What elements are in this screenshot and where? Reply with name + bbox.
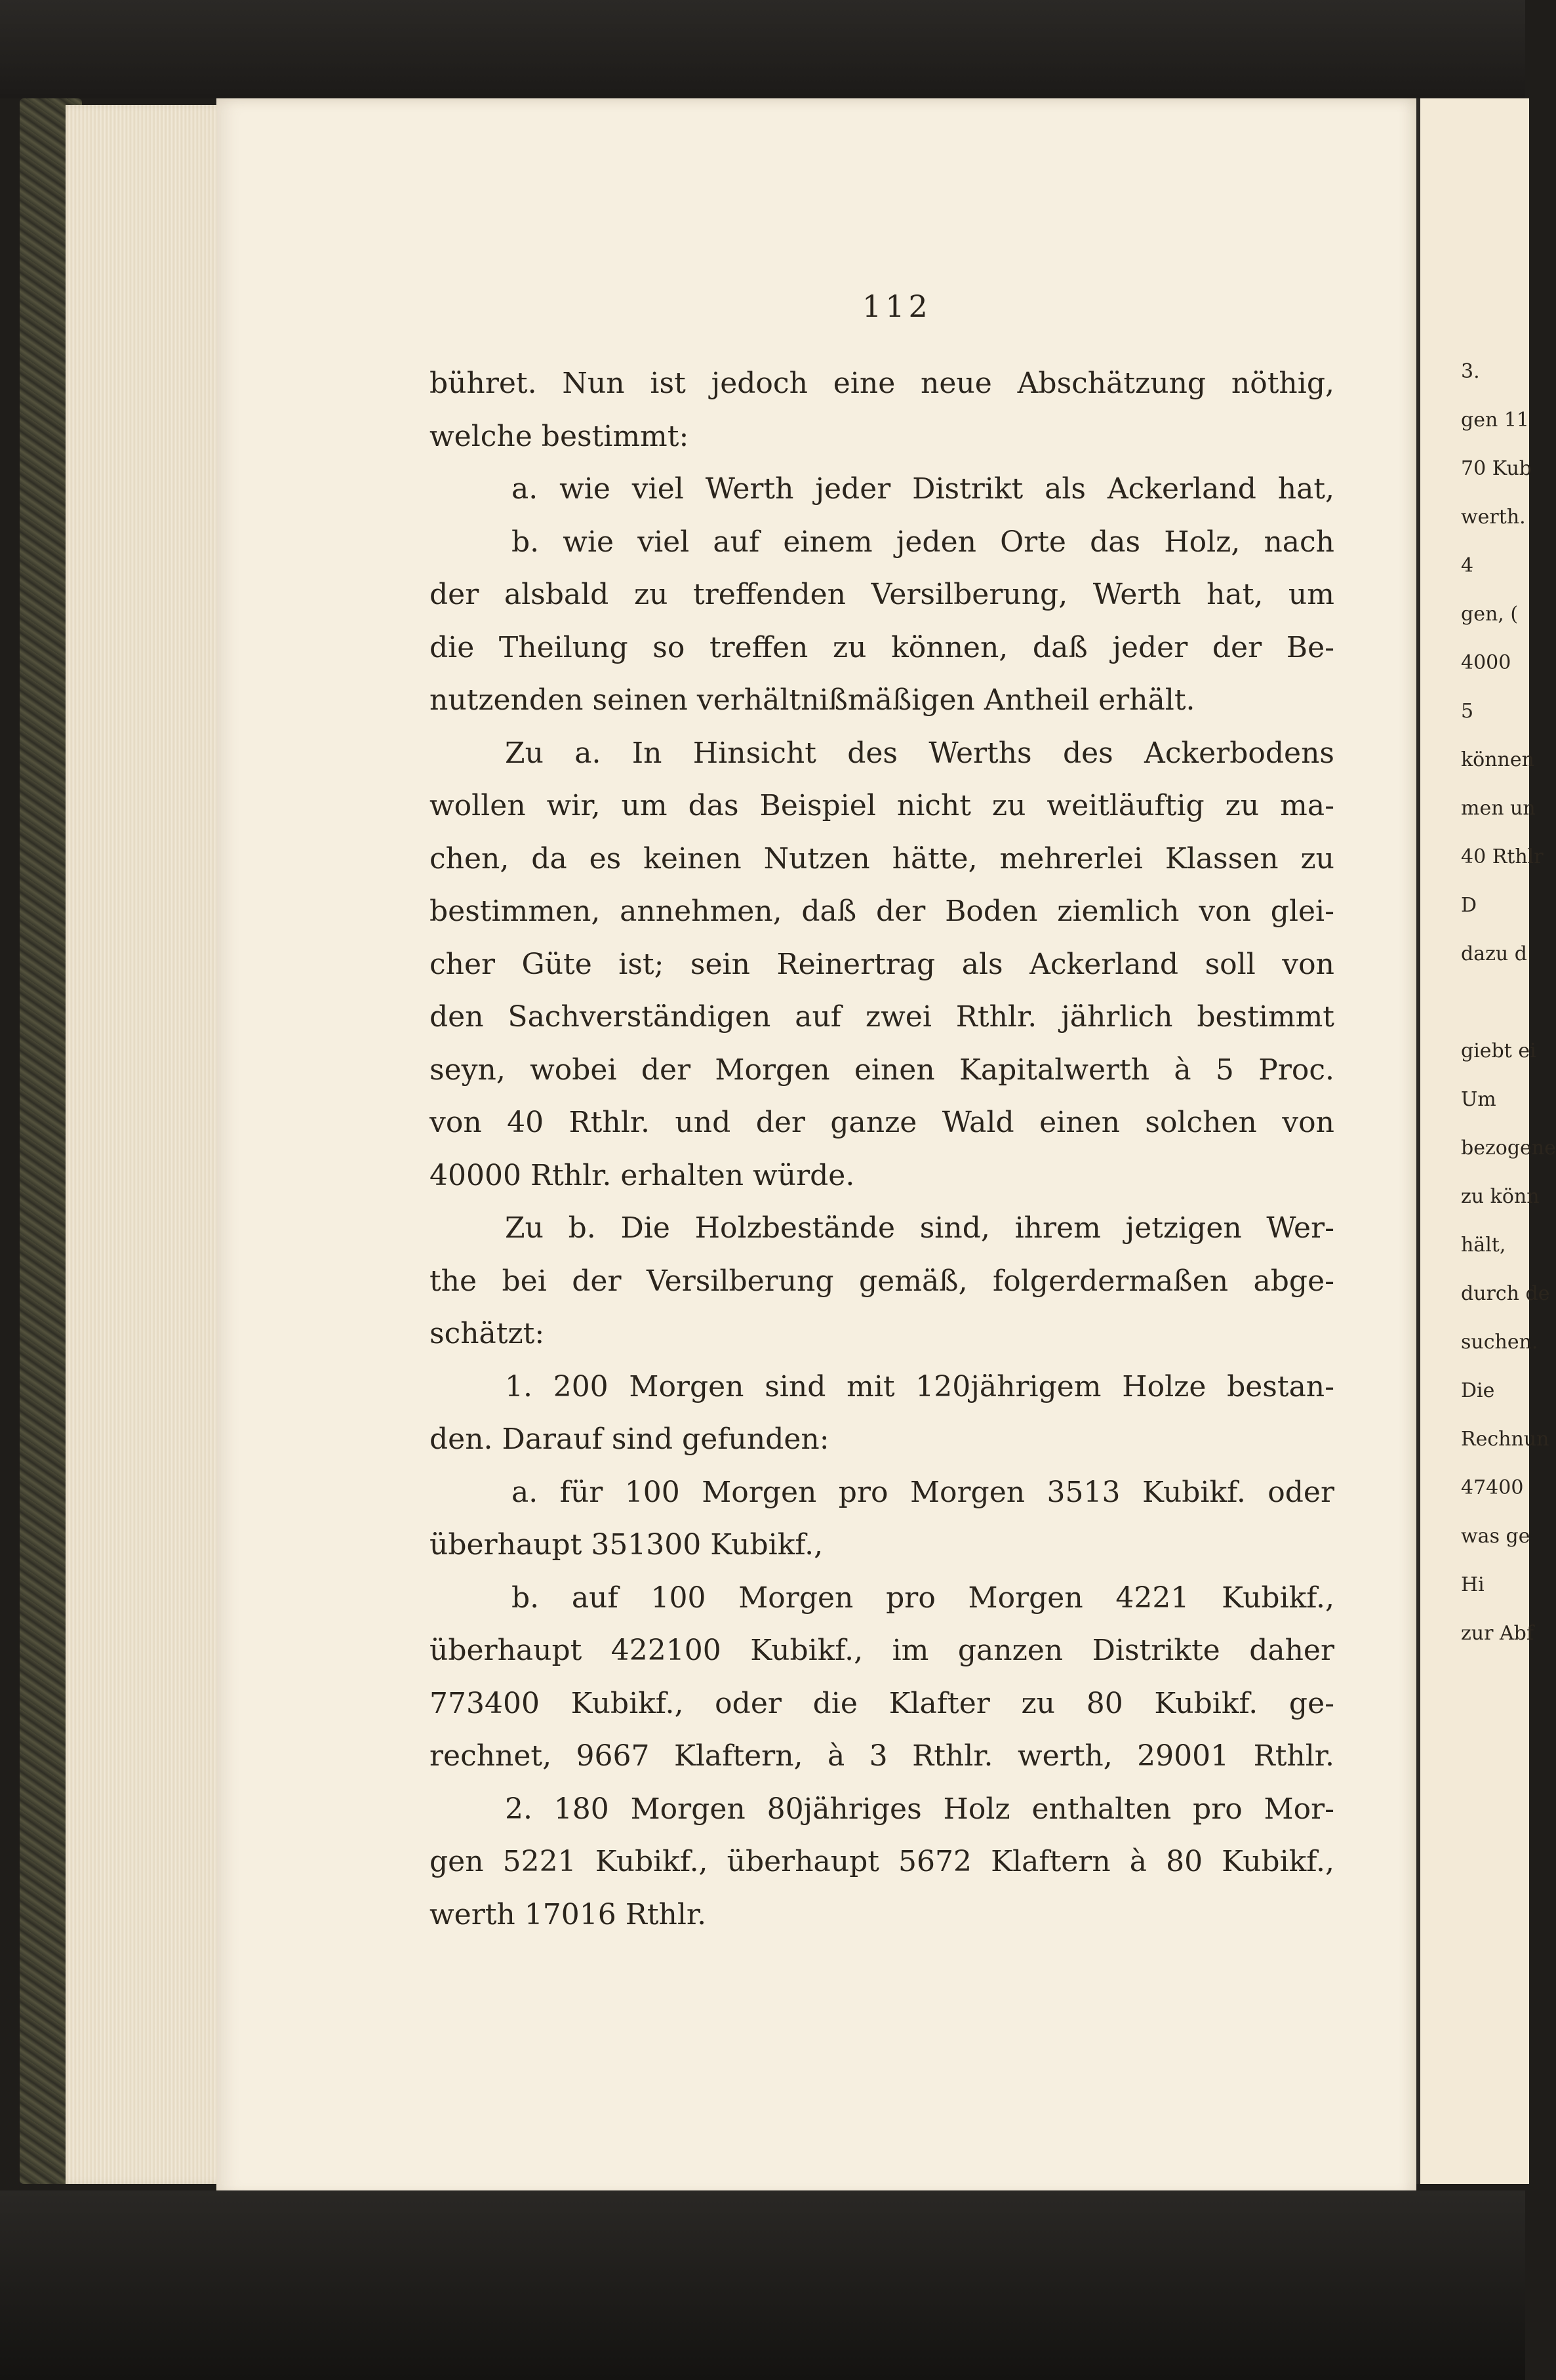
text-line: bestimmen, annehmen, daß der Boden ziemlich von glei- — [429, 895, 1334, 928]
fragment-line: zu könn — [1461, 1185, 1540, 1208]
fragment-line: durch de — [1461, 1282, 1550, 1305]
text-line: wollen wir, um das Beispiel nicht zu weitläuftig zu ma- — [429, 789, 1334, 822]
book-cover-top — [0, 0, 1525, 98]
text-line: die Theilung so treffen zu können, daß jeder der Be- — [429, 630, 1334, 664]
fragment-line: Rechnun — [1461, 1428, 1549, 1451]
fragment-line: suchen. — [1461, 1331, 1538, 1354]
text-line: schätzt: — [429, 1317, 545, 1350]
text-line: 773400 Kubikf., oder die Klafter zu 80 Kubikf. ge- — [429, 1686, 1334, 1720]
text-line: b. auf 100 Morgen pro Morgen 4221 Kubikf., — [511, 1581, 1334, 1615]
fragment-line: können — [1461, 748, 1534, 771]
fragment-line: hält, — [1461, 1234, 1506, 1257]
fragment-line: 47400 — [1461, 1476, 1524, 1499]
text-line: 2. 180 Morgen 80jähriges Holz enthalten pro Mor- — [505, 1792, 1334, 1826]
fragment-line: 70 Kub — [1461, 457, 1532, 480]
text-line: überhaupt 351300 Kubikf., — [429, 1528, 824, 1562]
text-line: überhaupt 422100 Kubikf., im ganzen Distrikte daher — [429, 1634, 1334, 1667]
fragment-line: zur Abf — [1461, 1622, 1534, 1645]
page-edges — [66, 105, 229, 2184]
fragment-line — [1461, 978, 1526, 1027]
text-line: a. wie viel Werth jeder Distrikt als Ackerland hat, — [511, 472, 1334, 506]
text-line: welche bestimmt: — [429, 419, 689, 453]
text-line: 1. 200 Morgen sind mit 120jährigem Holze bestan- — [505, 1369, 1334, 1403]
fragment-line: Um — [1461, 1088, 1496, 1111]
fragment-line: werth. — [1461, 506, 1526, 529]
fragment-line: gen 11 — [1461, 409, 1529, 432]
fragment-line: men un — [1461, 797, 1536, 820]
text-line: nutzenden seinen verhältnißmäßigen Antheil erhält. — [429, 683, 1195, 717]
book-cover-bottom — [0, 2190, 1525, 2380]
text-line: von 40 Rthlr. und der ganze Wald einen solchen von — [429, 1106, 1334, 1139]
text-line: rechnet, 9667 Klaftern, à 3 Rthlr. werth, 29001 Rthlr. — [429, 1739, 1334, 1773]
text-line: 40000 Rthlr. erhalten würde. — [429, 1158, 855, 1192]
text-line: Zu a. In Hinsicht des Werths des Ackerbodens — [505, 736, 1334, 770]
text-line: werth 17016 Rthlr. — [429, 1897, 707, 1931]
fragment-line: 4 — [1461, 554, 1474, 577]
text-line: b. wie viel auf einem jeden Orte das Holz, nach — [511, 525, 1334, 559]
text-line: cher Güte ist; sein Reinertrag als Ackerland soll von — [429, 947, 1334, 981]
page-text — [429, 357, 1334, 1941]
text-line: der alsbald zu treffenden Versilberung, Werth hat, um — [429, 578, 1334, 611]
fragment-line: D — [1461, 894, 1477, 917]
text-line: den. Darauf sind gefunden: — [429, 1422, 829, 1456]
fragment-line: Hi — [1461, 1573, 1485, 1596]
fragment-line: Die — [1461, 1379, 1495, 1402]
text-line: the bei der Versilberung gemäß, folgerdermaßen abge- — [429, 1264, 1334, 1298]
text-line: gen 5221 Kubikf., überhaupt 5672 Klaftern à 80 Kubikf., — [429, 1845, 1334, 1878]
text-line: Zu b. Die Holzbestände sind, ihrem jetzigen Wer- — [505, 1211, 1334, 1245]
text-line: a. für 100 Morgen pro Morgen 3513 Kubikf. oder — [511, 1475, 1334, 1509]
fragment-line: gen, ( — [1461, 603, 1519, 626]
text-line: den Sachverständigen auf zwei Rthlr. jährlich bestimmt — [429, 1000, 1334, 1034]
fragment-line: 5 — [1461, 700, 1474, 723]
fragment-line: 3. — [1461, 360, 1480, 383]
page-number: 112 — [862, 289, 932, 324]
text-line: bühret. Nun ist jedoch eine neue Abschätzung nöthig, — [429, 367, 1334, 400]
text-line: seyn, wobei der Morgen einen Kapitalwerth à 5 Proc. — [429, 1053, 1334, 1087]
next-page-fragments — [1461, 348, 1556, 1658]
fragment-line: 40 Rthlr — [1461, 845, 1544, 868]
fragment-line: giebt ei — [1461, 1039, 1536, 1062]
fragment-line: 4000 — [1461, 651, 1511, 674]
fragment-line: was ge — [1461, 1525, 1530, 1548]
fragment-line: bezogene — [1461, 1137, 1556, 1160]
text-line: chen, da es keinen Nutzen hätte, mehrerlei Klassen zu — [429, 841, 1334, 876]
fragment-line: dazu d — [1461, 942, 1527, 965]
